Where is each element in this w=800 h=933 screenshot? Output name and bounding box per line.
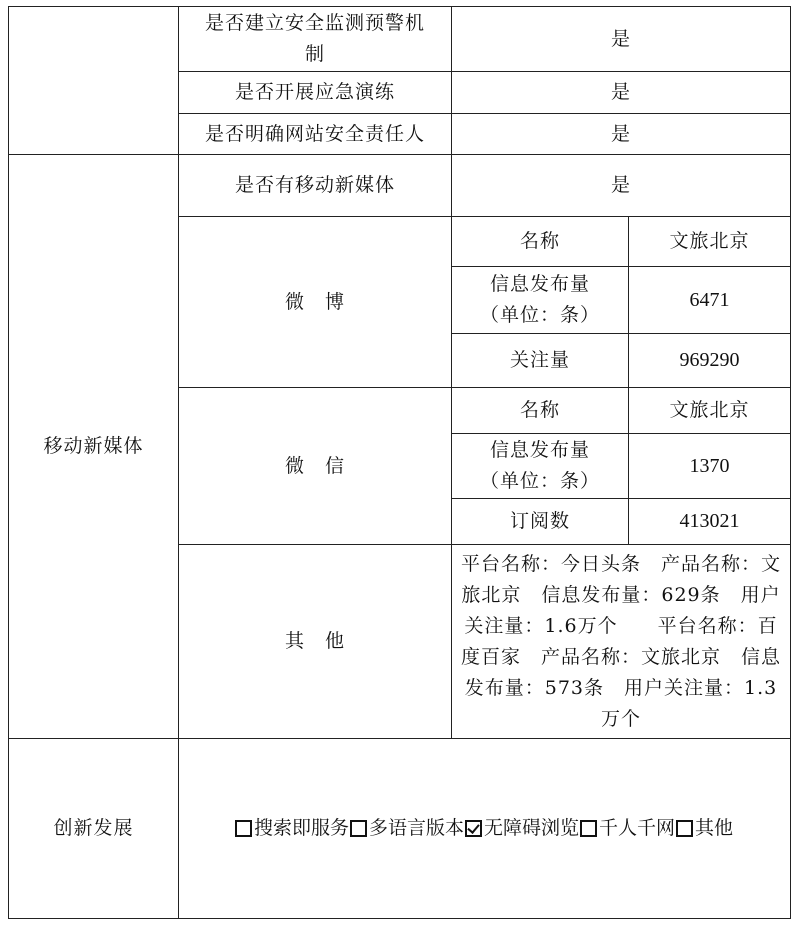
weibo-label: 微 博 [178,216,452,388]
responsible-label: 是否明确网站安全责任人 [178,113,452,155]
innovation-options-cell [178,738,791,919]
checkbox-3[interactable] [465,820,482,837]
weibo-name-value: 文旅北京 [628,216,791,267]
innovation-options [235,813,734,844]
weibo-posts-label: 信息发布量（单位：条） [451,266,629,334]
other-label: 其 他 [178,544,452,739]
checkbox-1[interactable] [235,820,252,837]
wechat-label: 微 信 [178,387,452,545]
drill-value: 是 [451,71,791,114]
weibo-name-label: 名称 [451,216,629,267]
left-blank-cell [8,6,179,155]
wechat-name-value: 文旅北京 [628,387,791,434]
wechat-subscribers-label: 订阅数 [451,498,629,545]
responsible-value: 是 [451,113,791,155]
wechat-posts-label: 信息发布量（单位：条） [451,433,629,499]
checkbox-5[interactable] [676,820,693,837]
checkbox-4[interactable] [580,820,597,837]
checkbox-2[interactable] [350,820,367,837]
monitoring-label: 是否建立安全监测预警机制 [178,6,452,72]
checkbox-label-2: 多语言版本 [368,817,464,839]
checkbox-label-5: 其他 [695,817,734,839]
has-mobile-media-label: 是否有移动新媒体 [178,154,452,217]
other-description: 平台名称：今日头条 产品名称：文旅北京 信息发布量：629条 用户关注量：1.6万个 平台名称：百度百家 产品名称：文旅北京 信息发布量：573条 用户关注量：1.3万个 [451,544,791,739]
checkbox-label-4: 千人千网 [599,817,676,839]
wechat-posts-value: 1370 [628,433,791,499]
mobile-media-section-label: 移动新媒体 [8,154,179,739]
weibo-followers-value: 969290 [628,333,791,388]
innovation-label: 创新发展 [8,738,179,919]
wechat-subscribers-value: 413021 [628,498,791,545]
weibo-followers-label: 关注量 [451,333,629,388]
checkbox-label-1: 搜索即服务 [253,817,349,839]
wechat-name-label: 名称 [451,387,629,434]
drill-label: 是否开展应急演练 [178,71,452,114]
checkbox-label-3: 无障碍浏览 [483,817,579,839]
monitoring-value: 是 [451,6,791,72]
has-mobile-media-value: 是 [451,154,791,217]
weibo-posts-value: 6471 [628,266,791,334]
